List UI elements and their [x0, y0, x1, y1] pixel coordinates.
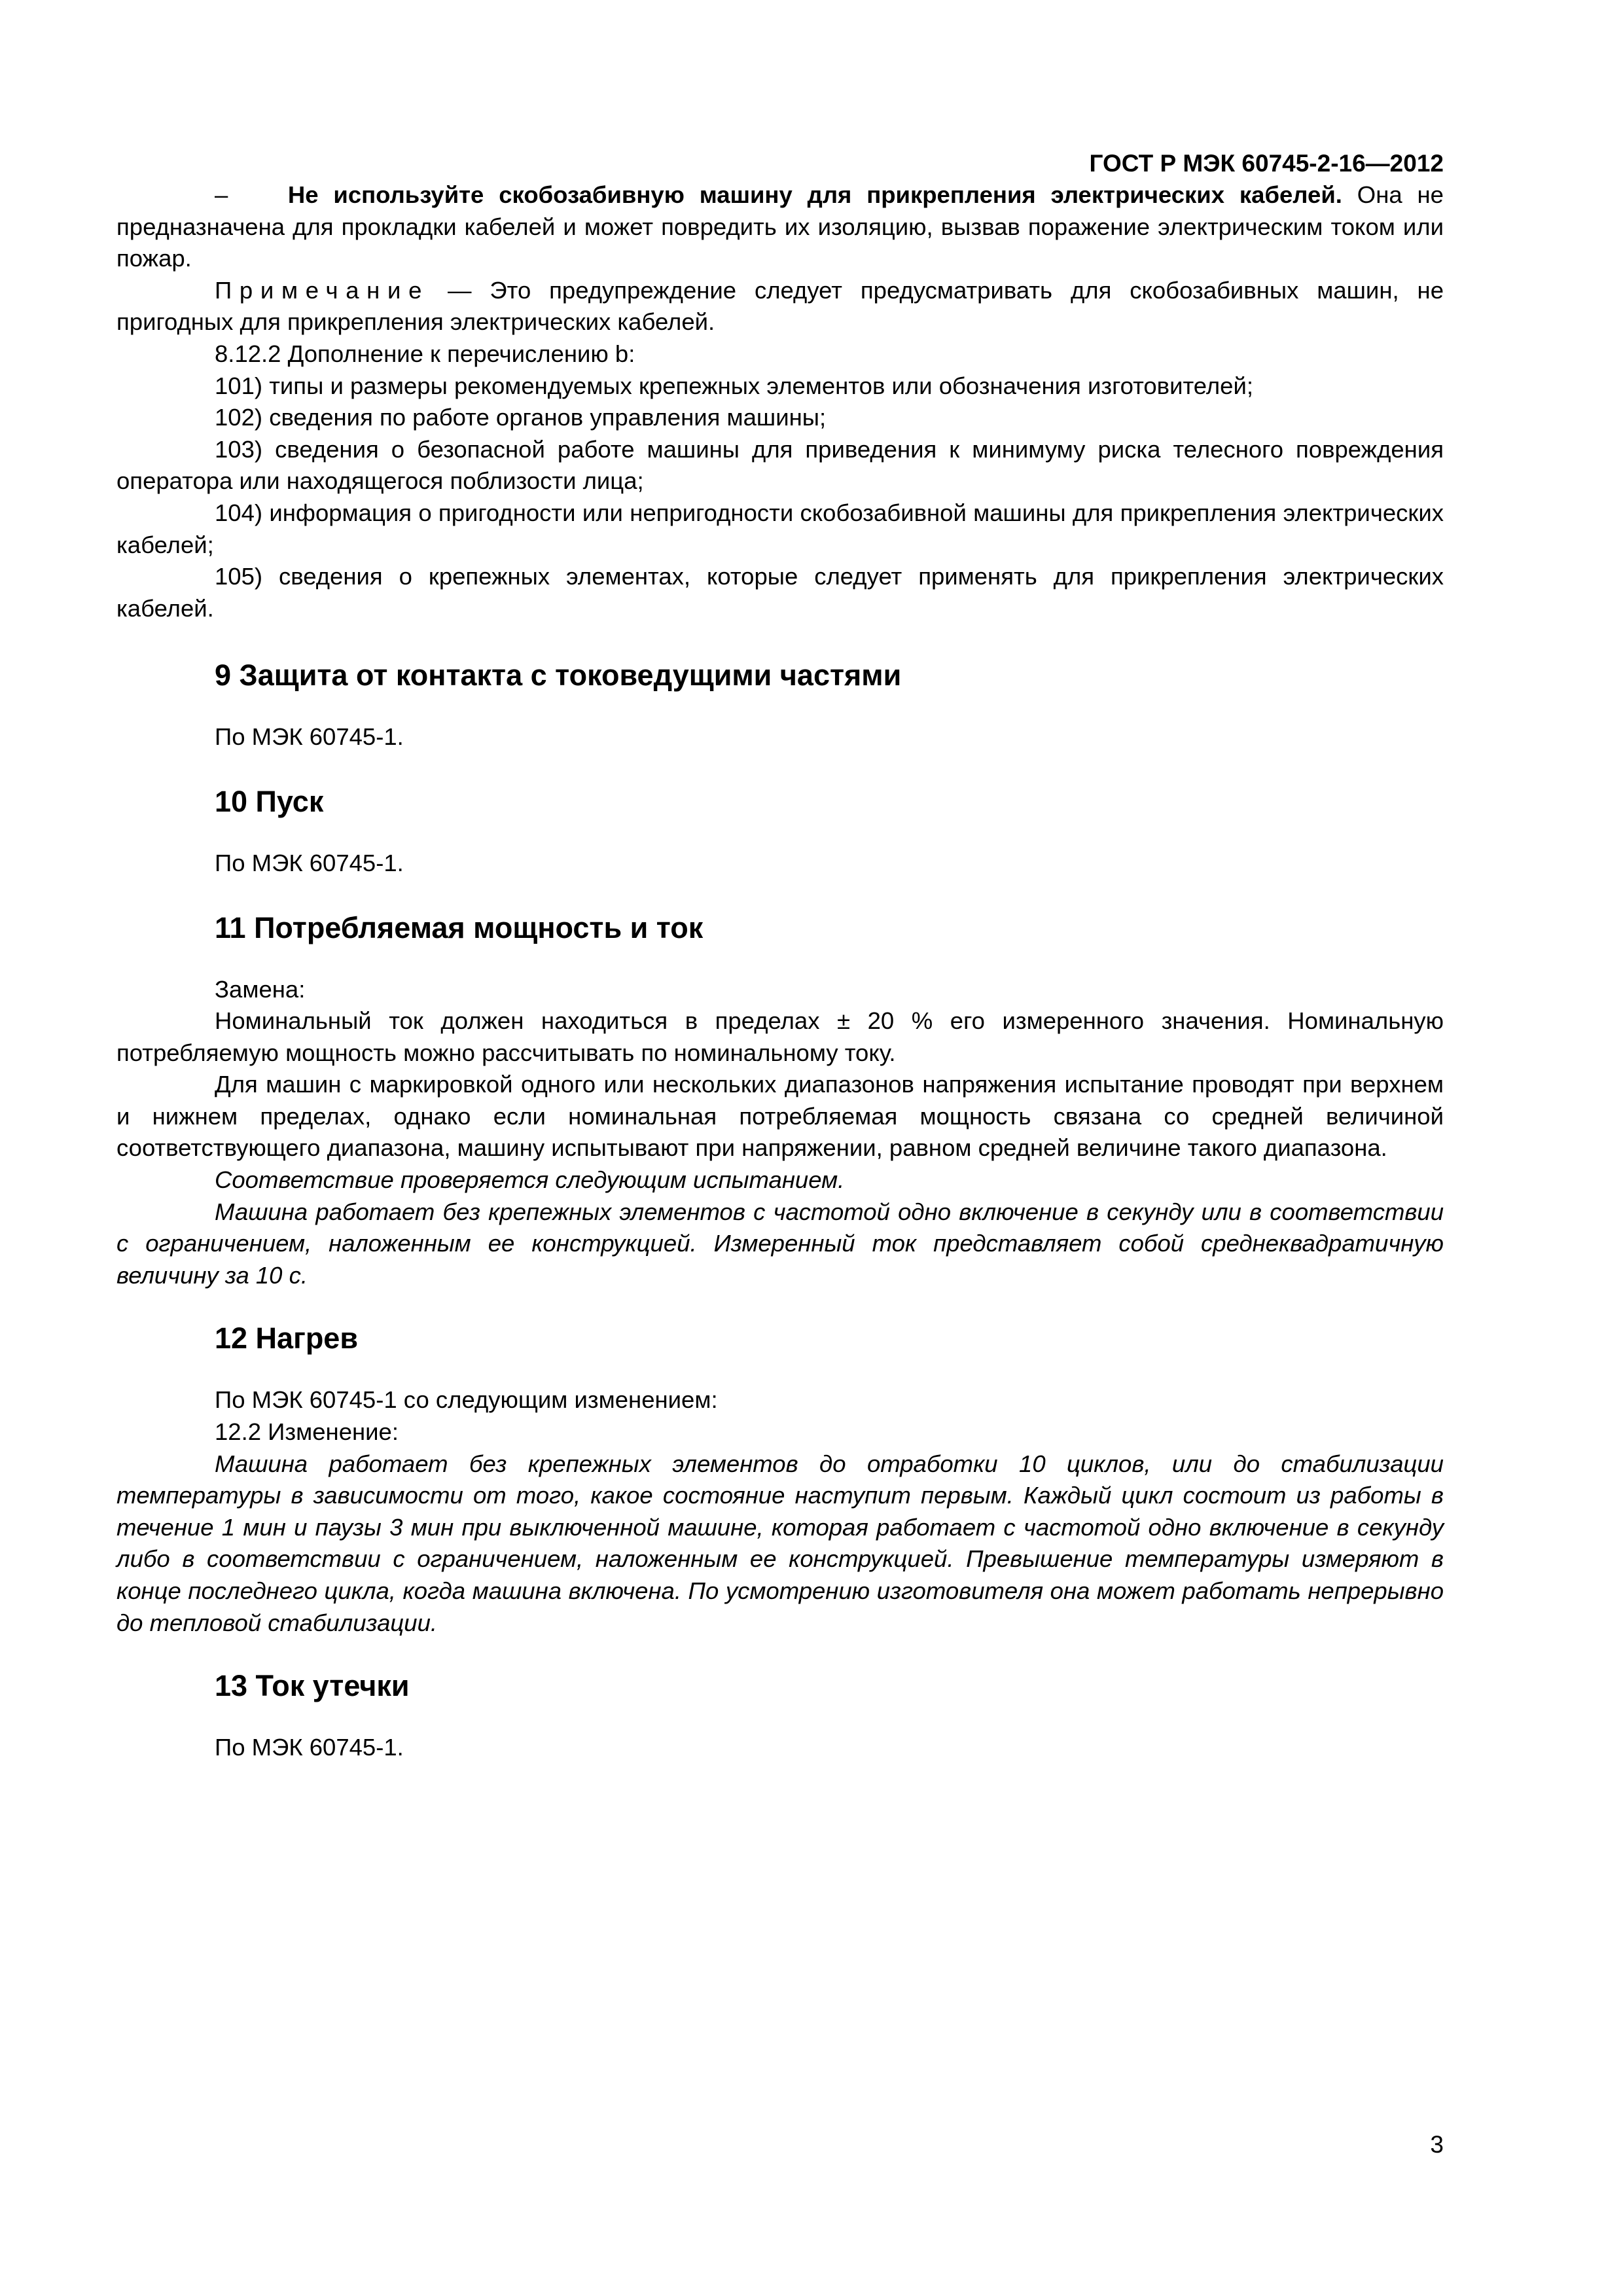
list-item-101: 101) типы и размеры рекомендуемых крепежных элементов или обозначения изготовителей; — [215, 372, 1253, 399]
list-item-102: 102) сведения по работе органов управления машины; — [215, 404, 827, 431]
section-10-text: По МЭК 60745-1. — [215, 849, 404, 876]
document-header: ГОСТ Р МЭК 60745-2-16—2012 — [1089, 150, 1444, 177]
clause-8-12-2: 8.12.2 Дополнение к перечислению b: — [215, 340, 635, 367]
document-page — [116, 148, 1444, 1764]
section-12-paragraph-3: Машина работает без крепежных элементов до отработки 10 циклов, или до стабилизации температуры в зависимости от того, какое состояние наступит первым. Каждый цикл состоит из работы в течение 1 мин и паузы 3 мин при выключенной машине, которая работает с частотой одно включение в секунду либо в соответствии с ограничением, наложенным ее конструкцией. Превышение температуры измеряют в конце последнего цикла, когда машина включена. По усмотрению изготовителя она может работать непрерывно до тепловой стабилизации. — [116, 1450, 1444, 1636]
section-11-paragraph-3: Соответствие проверяется следующим испытанием. — [215, 1166, 845, 1194]
note-label: Примечание — [215, 276, 430, 304]
section-9-heading: 9 Защита от контакта с токоведущими частями — [215, 658, 902, 692]
list-item-104: 104) информация о пригодности или непригодности скобозабивной машины для прикрепления электрических кабелей; — [116, 499, 1444, 558]
section-13-text: По МЭК 60745-1. — [215, 1734, 404, 1761]
section-11-paragraph-4: Машина работает без крепежных элементов с частотой одно включение в секунду или в соответствии с ограничением, наложенным ее конструкцией. Измеренный ток представляет собой среднеквадратичную величину за 10 с. — [116, 1198, 1444, 1289]
warning-bold-text: Не используйте скобозабивную машину для прикрепления электрических кабелей. — [287, 181, 1342, 208]
warning-rest-text: Она не предназначена для прокладки кабелей и может повредить их изоляцию, вызвав поражение электрическим током или пожар. — [116, 181, 1444, 272]
section-12-paragraph-1: По МЭК 60745-1 со следующим изменением: — [215, 1386, 718, 1414]
warning-paragraph — [116, 179, 1444, 275]
section-9-text: По МЭК 60745-1. — [215, 723, 404, 751]
section-11-heading: 11 Потребляемая мощность и ток — [215, 910, 704, 944]
section-13-heading: 13 Ток утечки — [215, 1669, 410, 1703]
note-text: — Это предупреждение следует предусматривать для скобозабивных машин, не пригодных для прикрепления электрических кабелей. — [116, 276, 1444, 336]
list-item-103: 103) сведения о безопасной работе машины для приведения к минимуму риска телесного повреждения оператора или находящегося поблизости лица; — [116, 435, 1444, 495]
note-paragraph — [116, 275, 1444, 338]
section-11-label: Замена: — [215, 975, 306, 1003]
list-item-105: 105) сведения о крепежных элементах, которые следует применять для прикрепления электрических кабелей. — [116, 563, 1444, 622]
section-12-paragraph-2: 12.2 Изменение: — [215, 1418, 399, 1446]
page-number: 3 — [1430, 2131, 1444, 2158]
section-11-paragraph-1: Номинальный ток должен находиться в пределах ± 20 % его измеренного значения. Номинальную потребляемую мощность можно рассчитывать по номинальному току. — [116, 1007, 1444, 1066]
section-11-paragraph-2: Для машин с маркировкой одного или нескольких диапазонов напряжения испытание проводят при верхнем и нижнем пределах, однако если номинальная потребляемая мощность связана со средней величиной соответствующего диапазона, машину испытывают при напряжении, равном средней величине такого диапазона. — [116, 1071, 1444, 1162]
section-10-heading: 10 Пуск — [215, 784, 324, 818]
section-12-heading: 12 Нагрев — [215, 1321, 359, 1355]
warning-dash: – — [215, 181, 228, 208]
